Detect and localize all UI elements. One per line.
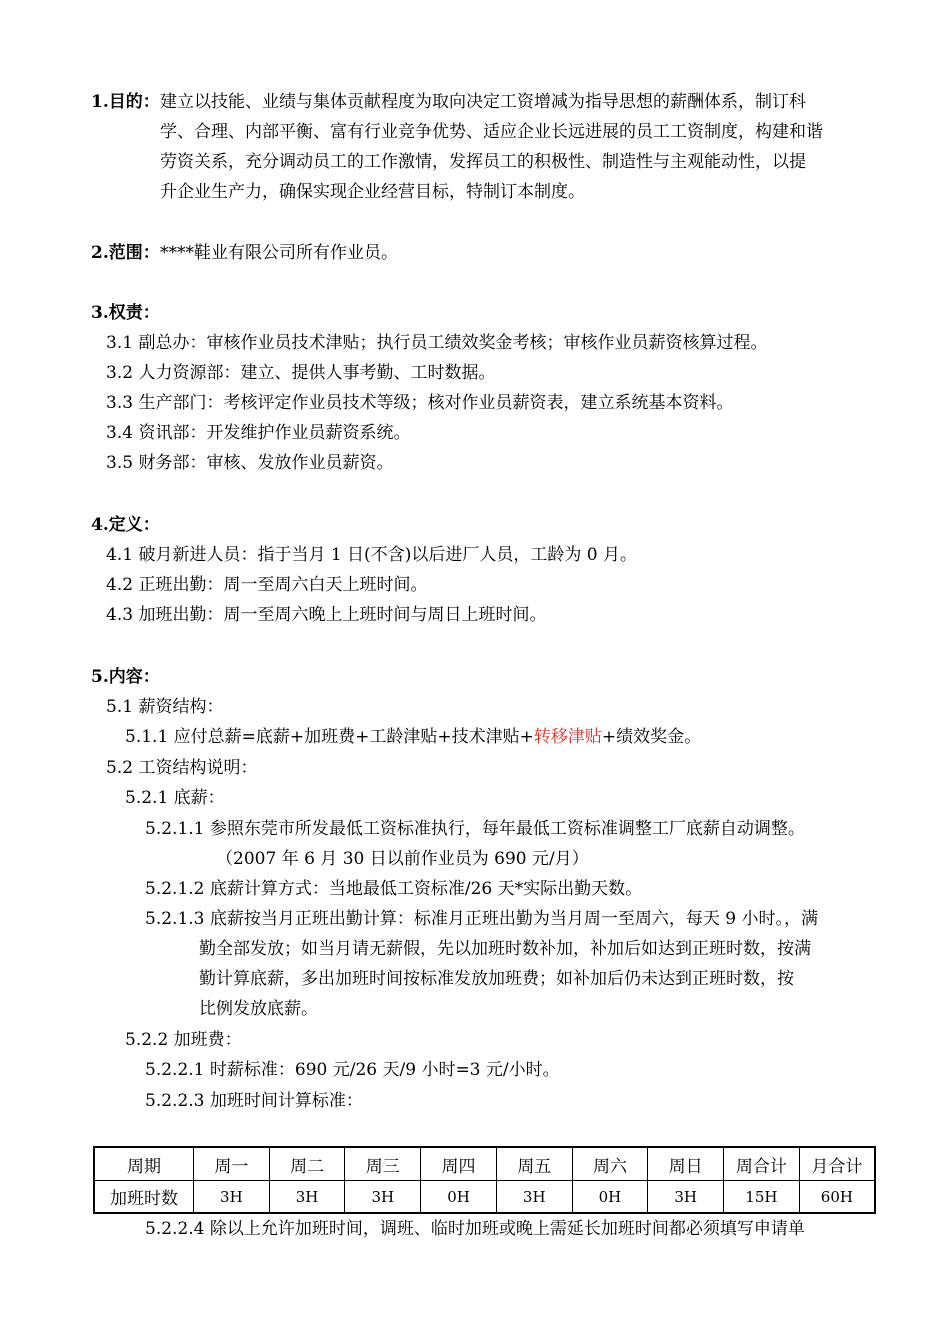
section-5-2-1-3-line-1: 5.2.1.3 底薪按当月正班出勤计算：标准月正班出勤为当月周一至周六，每天 9 小时。，满 [145,909,819,929]
section-2-heading: 2.范围： [91,243,160,263]
section-5-2-1-3-line-4: 比例发放底薪。 [199,999,318,1019]
table-row [94,1181,875,1214]
table-header-cell: 周日 [648,1147,724,1181]
table-header-cell: 周三 [345,1147,421,1181]
table-cell: 3H [496,1181,572,1214]
table-cell: 15H [724,1181,800,1214]
section-5-heading: 5.内容： [91,667,160,687]
section-5-2-2-3: 5.2.2.3 加班时间计算标准： [145,1091,363,1111]
table-cell: 60H [799,1181,875,1214]
table-header-row [94,1147,875,1181]
section-5-2-2-1: 5.2.2.1 时薪标准：690 元/26 天/9 小时=3 元/小时。 [145,1060,560,1080]
table-header-cell: 周四 [421,1147,497,1181]
section-5-1-1-formula-end: +绩效奖金。 [601,727,702,747]
section-3-item-3: 3.3 生产部门：考核评定作业员技术等级；核对作业员薪资表，建立系统基本资料。 [106,393,734,413]
overtime-hours-table [93,1146,876,1214]
section-1-heading: 1.目的： [91,92,160,112]
transfer-allowance-highlight: 转移津贴 [533,727,602,747]
table-cell: 0H [421,1181,497,1214]
section-5-1-1-formula: 5.1.1 应付总薪=底薪+加班费+工龄津贴+技术津贴+ [125,727,534,747]
section-5-2-1-2: 5.2.1.2 底薪计算方式：当地最低工资标准/26 天*实际出勤天数。 [145,879,643,899]
table-header-cell: 月合计 [799,1147,875,1181]
table-header-cell: 周二 [269,1147,345,1181]
table-header-cell: 周合计 [724,1147,800,1181]
section-1-line-1: 建立以技能、业绩与集体贡献程度为取向决定工资增减为指导思想的薪酬体系，制订科 [160,92,806,112]
section-2-text: ****鞋业有限公司所有作业员。 [160,243,398,263]
section-5-2-2-4: 5.2.2.4 除以上允许加班时间，调班、临时加班或晚上需延长加班时间都必须填写申请单 [145,1219,805,1239]
section-1-line-3: 劳资关系，充分调动员工的工作激情，发挥员工的积极性、制造性与主观能动性，以提 [160,152,806,172]
table-header-cell: 周五 [496,1147,572,1181]
section-1-line-2: 学、合理、内部平衡、富有行业竞争优势、适应企业长远进展的员工工资制度，构建和谐 [160,122,823,142]
section-3-item-1: 3.1 副总办：审核作业员技术津贴；执行员工绩效奖金考核；审核作业员薪资核算过程。 [106,333,768,353]
section-5-1-1 [125,729,701,746]
section-3-heading: 3.权责： [91,303,160,323]
section-5-2-1-3-line-2: 勤全部发放；如当月请无薪假，先以加班时数补加，补加后如达到正班时数，按满 [199,939,811,959]
section-4-item-1: 4.1 破月新进人员：指于当月 1 日(不含)以后进厂人员，工龄为 0 月。 [106,545,637,565]
section-5-2-1-3-line-3: 勤计算底薪，多出加班时间按标准发放加班费；如补加后仍未达到正班时数，按 [199,969,794,989]
section-3-item-4: 3.4 资讯部：开发维护作业员薪资系统。 [106,423,411,443]
table-header-cell: 周期 [94,1147,194,1181]
section-3-item-5: 3.5 财务部：审核、发放作业员薪资。 [106,453,394,473]
section-5-2-1-1-note: （2007 年 6 月 30 日以前作业员为 690 元/月） [216,849,589,869]
section-4-item-3: 4.3 加班出勤：周一至周六晚上上班时间与周日上班时间。 [106,605,547,625]
table-cell: 3H [194,1181,270,1214]
section-3-item-2: 3.2 人力资源部：建立、提供人事考勤、工时数据。 [106,363,496,383]
section-5-2-2: 5.2.2 加班费： [125,1030,242,1050]
table-cell: 0H [572,1181,648,1214]
table-header-cell: 周一 [194,1147,270,1181]
table-cell: 3H [648,1181,724,1214]
table-cell: 3H [269,1181,345,1214]
table-cell: 3H [345,1181,421,1214]
table-header-cell: 周六 [572,1147,648,1181]
section-4-heading: 4.定义： [91,515,160,535]
section-5-2: 5.2 工资结构说明： [106,758,258,778]
table-cell: 加班时数 [94,1181,194,1214]
section-5-1: 5.1 薪资结构： [106,697,224,717]
section-5-2-1-1: 5.2.1.1 参照东莞市所发最低工资标准执行，每年最低工资标准调整工厂底薪自动调整。 [145,819,805,839]
section-5-2-1: 5.2.1 底薪： [125,788,225,808]
section-1-line-4: 升企业生产力，确保实现企业经营目标，特制订本制度。 [160,182,585,202]
section-4-item-2: 4.2 正班出勤：周一至周六白天上班时间。 [106,575,428,595]
